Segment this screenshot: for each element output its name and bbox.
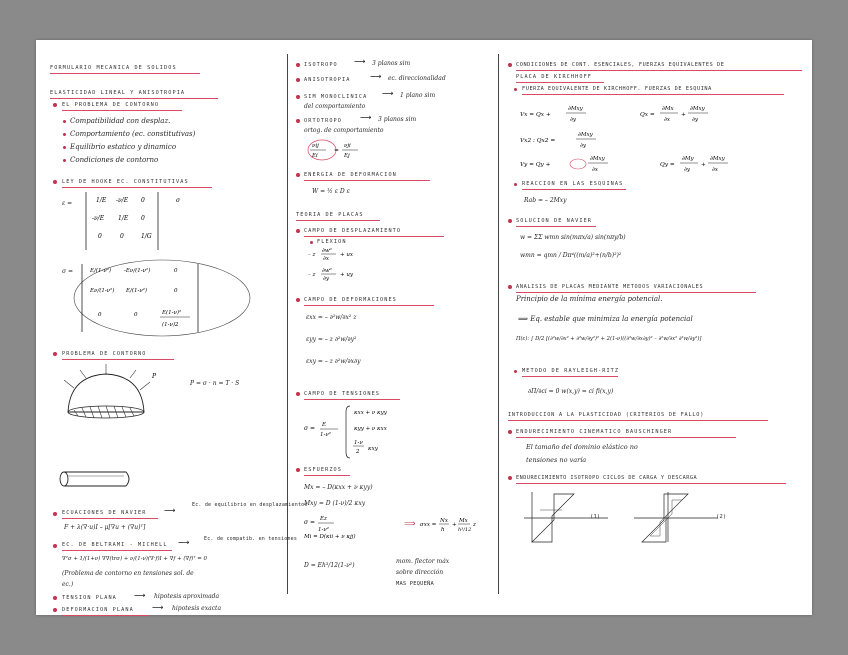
svg-text:Ez: Ez [320,516,327,522]
svg-text:∂y: ∂y [692,117,698,123]
item-1: Compatibilidad con desplaz. [70,117,171,125]
bullet [63,146,66,149]
svg-text:Nx: Nx [440,518,448,524]
column-divider [287,54,288,594]
displacement-field [308,246,398,282]
svg-text:∂w⁰: ∂w⁰ [322,248,332,254]
svg-text:+: + [701,162,706,168]
bullet [508,430,512,434]
beltrami-note: Ec. de compatib. en tensiones [204,536,298,542]
svg-text:Qx =: Qx = [640,112,655,118]
svg-text:0: 0 [174,288,178,294]
svg-text:∂y: ∂y [684,167,690,173]
svg-text:0: 0 [141,215,145,222]
stress-field [304,402,434,462]
figure-label-1: (1) [590,514,601,520]
svg-text:E(1-ν)²: E(1-ν)² [162,310,182,316]
ortotropo-desc2: ortog. de comportamiento [304,127,384,134]
svg-text:σ: σ [176,197,181,204]
svg-text:νji: νji [344,143,351,149]
arrow-icon: ⟶ [354,57,366,66]
heading-campo-desp: CAMPO DE DESPLAZAMIENTO [304,228,402,234]
bullet [296,468,300,472]
stiffness-matrix [82,258,252,338]
svg-text:(1-ν)2: (1-ν)2 [162,322,179,328]
bullet [514,183,517,186]
item-2: Comportamiento (ec. constitutivas) [70,130,196,138]
principio-text: Principio de la mínima energía potencial. [516,295,663,303]
heading-underline [62,110,182,111]
svg-text:κxx + ν κyy: κxx + ν κyy [354,410,387,416]
heading-sim-mono: SIM MONOCLINICA [304,94,368,100]
navier-equation: F + λ(∇·u)I – μ[∇u + (∇u)ᵀ] [64,524,146,531]
heading-deformacion-plana: DEFORMACION PLANA [62,607,134,613]
heading-underline [296,220,380,221]
bullet [296,298,300,302]
beltrami-note3: ec.) [62,581,74,588]
svg-text:∂Mxy: ∂Mxy [690,106,705,112]
heading-underline [304,475,350,476]
svg-text:1-ν²: 1-ν² [318,527,329,533]
traction-equation: P = σ · n = T · S [190,380,240,387]
heading-ortotropo: ORTOTROPO [304,118,343,124]
heading-hooke: LEY DE HOOKE EC. CONSTITUTIVAS [62,179,189,185]
heading-underline [516,483,786,484]
svg-text:0: 0 [141,197,145,204]
svg-text:2: 2 [356,449,360,455]
poisson-relation [304,138,384,162]
strain-eyy: εyy = – z ∂²w/∂y² [306,336,357,343]
svg-text:Qy =: Qy = [660,162,675,168]
bullet [296,78,300,82]
svg-text:Ej: Ej [344,153,350,159]
svg-text:P: P [152,373,157,380]
heading-flexion: FLEXION [317,239,347,245]
sig-label: σ = [62,268,74,275]
svg-text:0: 0 [174,268,178,274]
heading-underline [62,359,174,360]
svg-text:+ uy: + uy [340,272,354,278]
svg-text:h: h [441,527,445,533]
heading-isotropo: ISOTROPO [304,62,338,68]
kirchhoff-shear-equations [520,98,800,176]
heading-underline [62,550,172,551]
bullet [508,285,512,289]
svg-text:Vx2 : Qx2 =: Vx2 : Qx2 = [520,138,556,144]
svg-text:+: + [452,522,457,528]
arrow-icon: ⟶ [134,591,146,600]
svg-text:Vy = Qy +: Vy = Qy + [520,162,551,168]
svg-text:∂Mx: ∂Mx [662,106,674,112]
placa-note: mom. flector máx [396,558,450,565]
bullet [63,133,66,136]
svg-text:∂Mxy: ∂Mxy [578,132,593,138]
svg-text:Mx: Mx [459,518,468,524]
svg-text:-Eν/(1-ν²): -Eν/(1-ν²) [124,268,151,274]
heading-underline [516,82,604,83]
sim-mono-desc2: del comportamiento [304,103,366,110]
navier-series: w = ΣΣ wmn sin(mπx/a) sin(nπy/b) [520,234,626,241]
heading-solucion-navier: SOLUCION DE NAVIER [516,218,593,224]
svg-text:E/(1-ν²): E/(1-ν²) [126,288,148,294]
svg-text:∂Mxy: ∂Mxy [590,156,605,162]
hemisphere-figure [56,368,166,420]
rigidity-d: D = Eh³/12(1-ν²) [304,562,355,569]
svg-text:∂y: ∂y [570,117,576,123]
heading-underline [304,180,430,181]
heading-underline [304,305,434,306]
heading-underline [62,187,212,188]
heading-underline [516,292,756,293]
potential-energy-equation: Π(ε): ∫ D/2 [(∂²w/∂x² + ∂²w/∂y²)² + 2(1-ν)((∂²w/∂x∂y)² – ∂²w/∂x² ∂²w/∂y²)] [516,336,702,342]
svg-text:+: + [681,112,686,118]
heading-rayleigh-ritz: METODO DE RAYLEIGH-RITZ [522,368,620,374]
svg-text:σ =: σ = [304,425,316,432]
heading-analisis: ANALISIS DE PLACAS MEDIANTE METODOS VARIACIONALES [516,284,704,290]
svg-text:1/E: 1/E [118,215,129,222]
svg-text:1-ν: 1-ν [354,440,363,446]
cylinder-figure [56,468,136,494]
svg-text:κxy: κxy [368,446,378,452]
svg-text:∂y: ∂y [580,143,586,149]
heading-underline [508,420,768,421]
title-underline [50,73,200,74]
beltrami-note2: (Problema de contorno en tensiones sol. de [62,570,194,577]
svg-text:∂w⁰: ∂w⁰ [322,268,332,274]
heading-underline [516,437,736,438]
bullet [296,63,300,67]
figure-label-2: (2) [716,514,727,520]
bullet [53,544,57,548]
svg-text:0: 0 [98,233,102,240]
svg-text:∂x: ∂x [664,117,670,123]
svg-text:=: = [334,147,340,154]
svg-text:σxx =: σxx = [420,522,437,528]
heading-endur-isotropo: ENDURECIMIENTO ISOTROPO CICLOS DE CARGA Y DESCARGA [516,475,698,481]
svg-text:⟹: ⟹ [404,519,416,528]
heading-endur-cinematico: ENDURECIMIENTO CINEMATICO BAUSCHINGER [516,429,673,435]
heading-underline [516,226,596,227]
arrow-icon: ⟶ [152,603,164,612]
bullet [508,63,512,67]
heading-elasticidad: ELASTICIDAD LINEAL Y ANISOTROPIA [50,90,186,96]
heading-underline [304,236,444,237]
item-3: Equilibrio estatico y dinamico [70,143,177,151]
ortotropo-desc: 3 planos sim [378,116,417,123]
svg-text:1-ν²: 1-ν² [320,432,331,438]
svg-text:∂My: ∂My [682,156,694,162]
bullet [53,596,57,600]
isotropo-desc: 3 planos sim [372,60,411,67]
heading-problema: EL PROBLEMA DE CONTORNO [62,102,160,108]
bullet [296,229,300,233]
svg-text:Ei: Ei [312,153,318,159]
svg-text:Eν/(1-ν²): Eν/(1-ν²) [90,288,115,294]
navier-note: Ec. de equilibrio en desplazamientos [192,502,308,508]
heading-esfuerzos: ESFUERZOS [304,467,343,473]
heading-underline [62,615,148,616]
heading-placa-kirchhoff: PLACA DE KIRCHHOFF [516,74,593,80]
endur-desc2: tensiones no varía [526,456,587,464]
heading-teoria-placas: TEORIA DE PLACAS [296,212,364,218]
estable-text: ⟹ Eq. estable que minimiza la energía potencial [518,315,693,323]
svg-text:-ν/E: -ν/E [116,197,129,204]
svg-text:1/G: 1/G [141,233,152,240]
navier-coefficient: wmn = qmn / Dπ⁴((m/a)²+(n/b)²)² [520,252,622,259]
heading-reaccion: REACCION EN LAS ESQUINAS [522,181,624,187]
strain-exx: εxx = – ∂²w/∂x² z [306,314,357,321]
heading-campo-ten: CAMPO DE TENSIONES [304,391,381,397]
svg-text:z: z [473,522,476,528]
item-4: Condiciones de contorno [70,156,159,164]
heading-underline [62,518,158,519]
arrow-icon: ⟶ [164,506,176,515]
bullet [53,103,57,107]
heading-anisotropia: ANISOTROPIA [304,77,351,83]
heading-campo-def: CAMPO DE DEFORMACIONES [304,297,397,303]
strain-exy: εxy = – z ∂²w/∂x∂y [306,358,361,365]
heading-underline [304,399,400,400]
isotropic-hardening-diagram [634,488,720,548]
deform-plana-desc: hipotesis exacta [172,605,222,612]
moment-mxy: Mxy = D (1-ν)/2 κxy [304,500,366,507]
bullet [508,476,512,480]
placa-note2: sobre dirección [396,569,444,576]
heading-beltrami: EC. DE BELTRAMI - MICHELL [62,542,168,548]
svg-text:0: 0 [120,233,124,240]
bullet [508,219,512,223]
svg-text:h³/12: h³/12 [458,527,472,533]
arrow-icon: ⟶ [370,72,382,81]
svg-text:Vx = Qx +: Vx = Qx + [520,112,551,118]
svg-text:0: 0 [98,312,102,318]
svg-text:∂x: ∂x [712,167,718,173]
svg-text:∂x: ∂x [592,167,598,173]
heading-condiciones: CONDICIONES DE CONT. ESENCIALES, FUERZAS EQUIVALENTES DE [516,62,725,68]
svg-text:∂x: ∂x [323,256,329,262]
bullet [514,88,517,91]
ritz-equation: ∂Π/∂ci = 0 w(x,y) = ci fi(x,y) [528,388,614,395]
svg-text:E/(1-ν²): E/(1-ν²) [90,268,112,274]
sheet-title: FORMULARIO MECANICA DE SOLIDOS [50,65,177,71]
svg-text:Mi = D(κii + ν κjj): Mi = D(κii + ν κjj) [304,534,356,540]
energia-equation: W = ½ ε D ε [312,188,350,195]
svg-text:∂y: ∂y [323,276,329,282]
svg-text:+ ux: + ux [340,252,354,258]
arrow-icon: ⟶ [178,538,190,547]
anisotropia-desc: ec. direccionalidad [388,75,446,82]
bullet [63,159,66,162]
svg-text:∂Mxy: ∂Mxy [568,106,583,112]
moment-mx: Mx = – D(κxx + ν κyy) [304,484,373,491]
beltrami-equation: ∇²σ + 1/(1+ν) ∇∇(trσ) + ν/(1-ν)(∇·f)I + ∇f + (∇f)ᵀ = 0 [62,556,207,562]
bullet [514,370,517,373]
arrow-icon: ⟶ [360,113,372,122]
bullet [53,608,57,612]
formula-sheet [36,40,812,615]
placa-note3: MAS PEQUEÑA [396,581,434,587]
heading-problema-contorno: PROBLEMA DE CONTORNO [62,351,147,357]
heading-underline [522,94,784,95]
compliance-matrix [86,192,206,252]
svg-text:κyy + ν κxx: κyy + ν κxx [354,426,387,432]
svg-text:νij: νij [312,143,319,149]
heading-tension-plana: TENSION PLANA [62,595,117,601]
heading-underline [522,189,626,190]
endur-desc: El tamaño del dominio elástico no [526,443,638,451]
heading-fuerza-eq: FUERZA EQUIVALENTE DE KIRCHHOFF. FUERZAS DE ESQUINA [522,86,712,92]
heading-intro-plasticidad: INTRODUCCION A LA PLASTICIDAD (CRITERIOS DE FALLO) [508,412,705,418]
bullet [53,180,57,184]
heading-underline [516,70,802,71]
svg-text:– z: – z [308,252,316,258]
svg-text:– z: – z [308,272,316,278]
svg-text:∂Mxy: ∂Mxy [710,156,725,162]
svg-text:E: E [322,422,327,428]
svg-text:-ν/E: -ν/E [92,215,105,222]
bullet [310,241,313,244]
bullet [296,119,300,123]
sim-mono-desc: 1 plano sim [400,92,436,99]
bullet [63,120,66,123]
svg-text:1/E: 1/E [96,197,107,204]
bullet [296,173,300,177]
svg-text:σ =: σ = [304,519,316,526]
arrow-icon: ⟶ [382,89,394,98]
eps-label: ε = [62,200,73,207]
bullet [296,392,300,396]
heading-underline [50,98,218,99]
bullet [53,512,57,516]
bullet [53,352,57,356]
svg-text:0: 0 [134,312,138,318]
heading-energia: ENERGIA DE DEFORMACION [304,172,397,178]
heading-navier: ECUACIONES DE NAVIER [62,510,147,516]
tension-plana-desc: hipotesis aproximada [154,593,220,600]
reaccion-equation: Rab = – 2Mxy [524,197,567,204]
bullet [296,95,300,99]
plate-moment-relation [304,512,484,540]
heading-underline [522,376,618,377]
column-divider [498,54,499,594]
